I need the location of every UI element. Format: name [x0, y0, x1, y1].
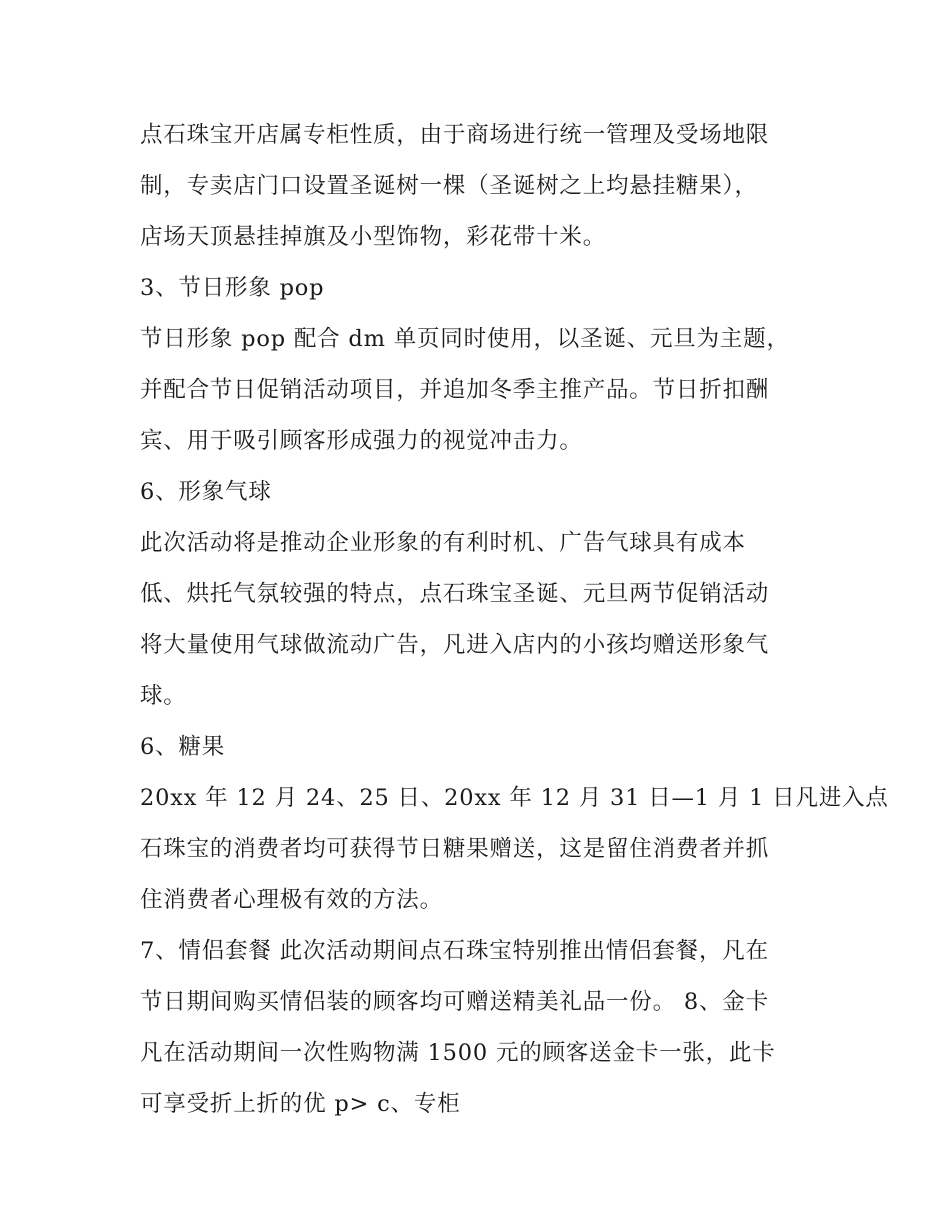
text-line: 石珠宝的消费者均可获得节日糖果赠送，这是留住消费者并抓 — [140, 836, 770, 862]
text-line: 住消费者心理极有效的方法。 — [140, 887, 443, 913]
text-line: 店场天顶悬挂掉旗及小型饰物，彩花带十米。 — [140, 224, 607, 250]
section-heading: 3、节日形象 pop — [140, 275, 325, 301]
section-heading: 6、形象气球 — [140, 479, 272, 505]
text-line: 此次活动将是推动企业形象的有利时机、广告气球具有成本 — [140, 530, 746, 556]
text-line: 节日形象 pop 配合 dm 单页同时使用，以圣诞、元旦为主题， — [140, 326, 790, 352]
text-line: 凡在活动期间一次性购物满 1500 元的顾客送金卡一张，此卡 — [140, 1040, 776, 1066]
text-line: 低、烘托气氛较强的特点，点石珠宝圣诞、元旦两节促销活动 — [140, 581, 770, 607]
text-line: 制，专卖店门口设置圣诞树一棵（圣诞树之上均悬挂糖果）， — [140, 173, 758, 199]
text-line: 将大量使用气球做流动广告，凡进入店内的小孩均赠送形象气 — [140, 632, 770, 658]
text-line: 节日期间购买情侣装的顾客均可赠送精美礼品一份。 8、金卡 — [140, 989, 769, 1015]
text-line: 并配合节日促销活动项目，并追加冬季主推产品。节日折扣酬 — [140, 377, 770, 403]
text-line: 可享受折上折的优 p> c、专柜 — [140, 1091, 461, 1117]
text-line: 7、情侣套餐 此次活动期间点石珠宝特别推出情侣套餐，凡在 — [140, 938, 769, 964]
text-line: 球。 — [140, 683, 187, 709]
body-text — [140, 110, 889, 1130]
text-line: 点石珠宝开店属专柜性质，由于商场进行统一管理及受场地限 — [140, 122, 770, 148]
text-line: 宾、用于吸引顾客形成强力的视觉冲击力。 — [140, 428, 583, 454]
text-line: 20xx 年 12 月 24、25 日、20xx 年 12 月 31 日—1 月 1 日凡进入点 — [140, 785, 889, 811]
section-heading: 6、糖果 — [140, 734, 226, 760]
